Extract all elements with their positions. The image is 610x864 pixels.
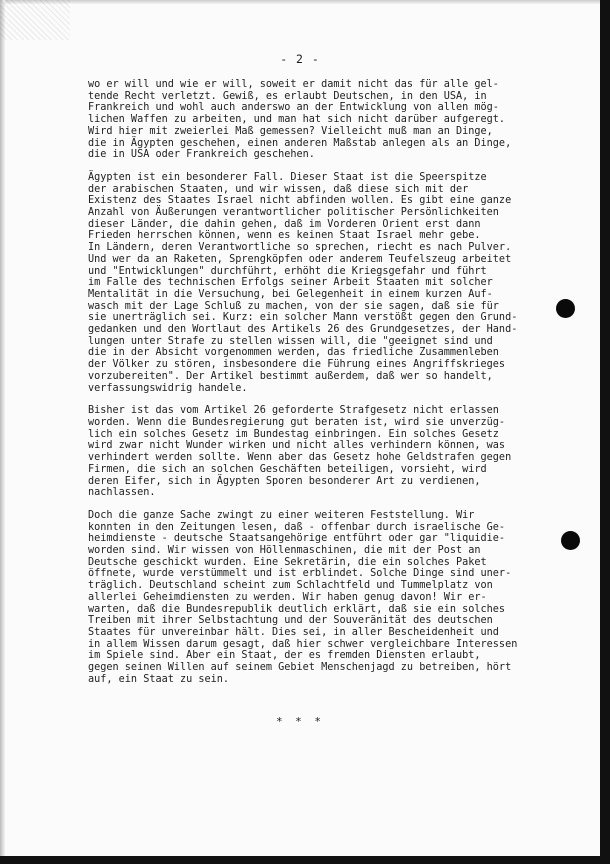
text-line: Wird hier mit zweierlei Maß gemessen? Vielleicht muß man an Dinge,: [88, 125, 493, 137]
paragraph-1: [88, 79, 576, 161]
text-line: in allem Wissen darum gesagt, daß hier schwer vergleichbare Interessen: [88, 638, 518, 650]
text-line: verfassungswidrig handele.: [88, 382, 248, 394]
text-line: auf, ein Staat zu sein.: [88, 673, 230, 685]
text-line: vorzubereiten". Der Artikel bestimmt außerdem, daß wer so handelt,: [88, 370, 493, 382]
text-line: Anzahl von Äußerungen verantwortlicher politischer Persönlichkeiten: [88, 207, 499, 219]
text-line: die in USA oder Frankreich geschehen.: [88, 149, 315, 161]
text-line: Bisher ist das vom Artikel 26 geforderte Strafgesetz nicht erlassen: [88, 405, 499, 417]
text-line: nachlassen.: [88, 487, 156, 499]
text-line: Und wer da an Raketen, Sprengköpfen oder anderem Teufelszeug arbeitet: [88, 253, 512, 265]
text-line: Ägypten ist ein besonderer Fall. Dieser Staat ist die Speerspitze: [88, 171, 487, 183]
section-separator: * * *: [275, 715, 325, 728]
text-line: Deutsche geschickt wurden. Eine Sekretärin, die ein solches Paket: [88, 556, 487, 568]
text-line: verhindert werden sollte. Wenn aber das Gesetz hohe Geldstrafen gegen: [88, 452, 512, 464]
text-line: worden sind. Wir wissen von Höllenmaschinen, die mit der Post an: [88, 545, 481, 557]
text-line: wird zwar nicht Wunder wirken und nicht alles verhindern können, was: [88, 440, 506, 452]
text-line: dieser Länder, die dahin gehen, daß im Vorderen Orient erst dann: [88, 218, 481, 230]
text-line: öffnete, wurde verstümmelt und ist erblindet. Solche Dinge sind uner-: [88, 568, 512, 580]
text-line: gegen seinen Willen auf seinem Gebiet Menschenjagd zu betreiben, hört: [88, 662, 512, 674]
text-line: Mentalität in die Versuchung, bei Gelegenheit in einem kurzen Auf-: [88, 288, 493, 300]
text-line: Staates für unvereinbar hält. Dies sei, in aller Bescheidenheit und: [88, 626, 499, 638]
page-number: - 2 -: [280, 52, 320, 66]
text-line: die in Ägypten geschehen, einen anderen Maßstab anlegen als an Dinge,: [88, 137, 512, 149]
text-line: warten, daß die Bundesrepublik deutlich erklärt, daß sie ein solches: [88, 603, 506, 615]
scan-edge-left: [0, 0, 5, 864]
scan-edge-right: [600, 0, 610, 864]
text-line: Doch die ganze Sache zwingt zu einer weiteren Feststellung. Wir: [88, 509, 475, 521]
text-line: heimdienste - deutsche Staatsangehörige entführt oder gar "liquidie-: [88, 533, 506, 545]
punch-hole-bottom: [561, 531, 580, 550]
scan-edge-bottom: [0, 856, 610, 864]
text-line: der arabischen Staaten, und wir wissen, daß diese sich mit der: [88, 183, 469, 195]
text-line: gedanken und den Wortlaut des Artikels 26 des Grundgesetzes, der Hand-: [88, 324, 518, 336]
text-line: deren Eifer, sich in Ägypten Sporen besonderer Art zu verdienen,: [88, 475, 481, 487]
text-line: lungen unter Strafe zu stellen wissen will, die "geeignet sind und: [88, 335, 493, 347]
text-line: wasch mit der Lage Schluß zu machen, von der sie sagen, daß sie für: [88, 300, 499, 312]
text-line: lich ein solches Gesetz im Bundestag einbringen. Ein solches Gesetz: [88, 428, 499, 440]
text-line: die in der Absicht vorgenommen werden, das friedliche Zusammenleben: [88, 347, 499, 359]
text-line: der Völker zu stören, insbesondere die Führung eines Angriffskrieges: [88, 359, 506, 371]
text-line: Frankreich und wohl auch anderswo an der Entwicklung von allen mög-: [88, 102, 499, 114]
text-line: im Falle des technischen Erfolgs seiner Arbeit Staaten mit solcher: [88, 277, 493, 289]
text-line: Frieden herrschen können, wenn es keinen Staat Israel mehr gebe.: [88, 230, 481, 242]
paragraph-2: [88, 172, 576, 394]
text-line: sie unerträglich sei. Kurz: ein solcher Mann verstößt gegen den Grund-: [88, 312, 518, 324]
paragraph-4: [88, 510, 576, 686]
punch-hole-top: [556, 299, 575, 318]
text-line: konnten in den Zeitungen lesen, daß - offenbar durch israelische Ge-: [88, 521, 506, 533]
text-line: im Spiele sind. Aber ein Staat, der es fremden Diensten erlaubt,: [88, 650, 481, 662]
text-line: Existenz des Staates Israel nicht abfinden wollen. Es gibt eine ganze: [88, 195, 512, 207]
text-line: Treiben mit ihrer Selbstachtung und der Souveränität des deutschen: [88, 615, 493, 627]
text-line: und "Entwicklungen" durchführt, erhöht die Kriegsgefahr und führt: [88, 265, 487, 277]
text-line: tende Recht verletzt. Gewiß, es erlaubt Deutschen, in den USA, in: [88, 90, 487, 102]
text-line: wo er will und wie er will, soweit er damit nicht das für alle gel-: [88, 79, 499, 90]
scan-noise: [0, 0, 70, 40]
document-body: [88, 79, 576, 696]
scan-edge-top: [0, 0, 600, 4]
text-line: In Ländern, deren Verantwortliche so sprechen, riecht es nach Pulver.: [88, 242, 512, 254]
text-line: worden. Wenn die Bundesregierung gut beraten ist, wird sie unverzüg-: [88, 416, 506, 428]
text-line: träglich. Deutschland scheint zum Schlachtfeld und Tummelplatz von: [88, 580, 493, 592]
text-line: allerlei Geheimdiensten zu werden. Wir haben genug davon! Wir er-: [88, 591, 487, 603]
paragraph-3: [88, 405, 576, 499]
text-line: Firmen, die sich an solchen Geschäften beteiligen, vorsieht, wird: [88, 463, 487, 475]
text-line: lichen Waffen zu arbeiten, und man hat sich nicht darüber aufgeregt.: [88, 114, 506, 126]
